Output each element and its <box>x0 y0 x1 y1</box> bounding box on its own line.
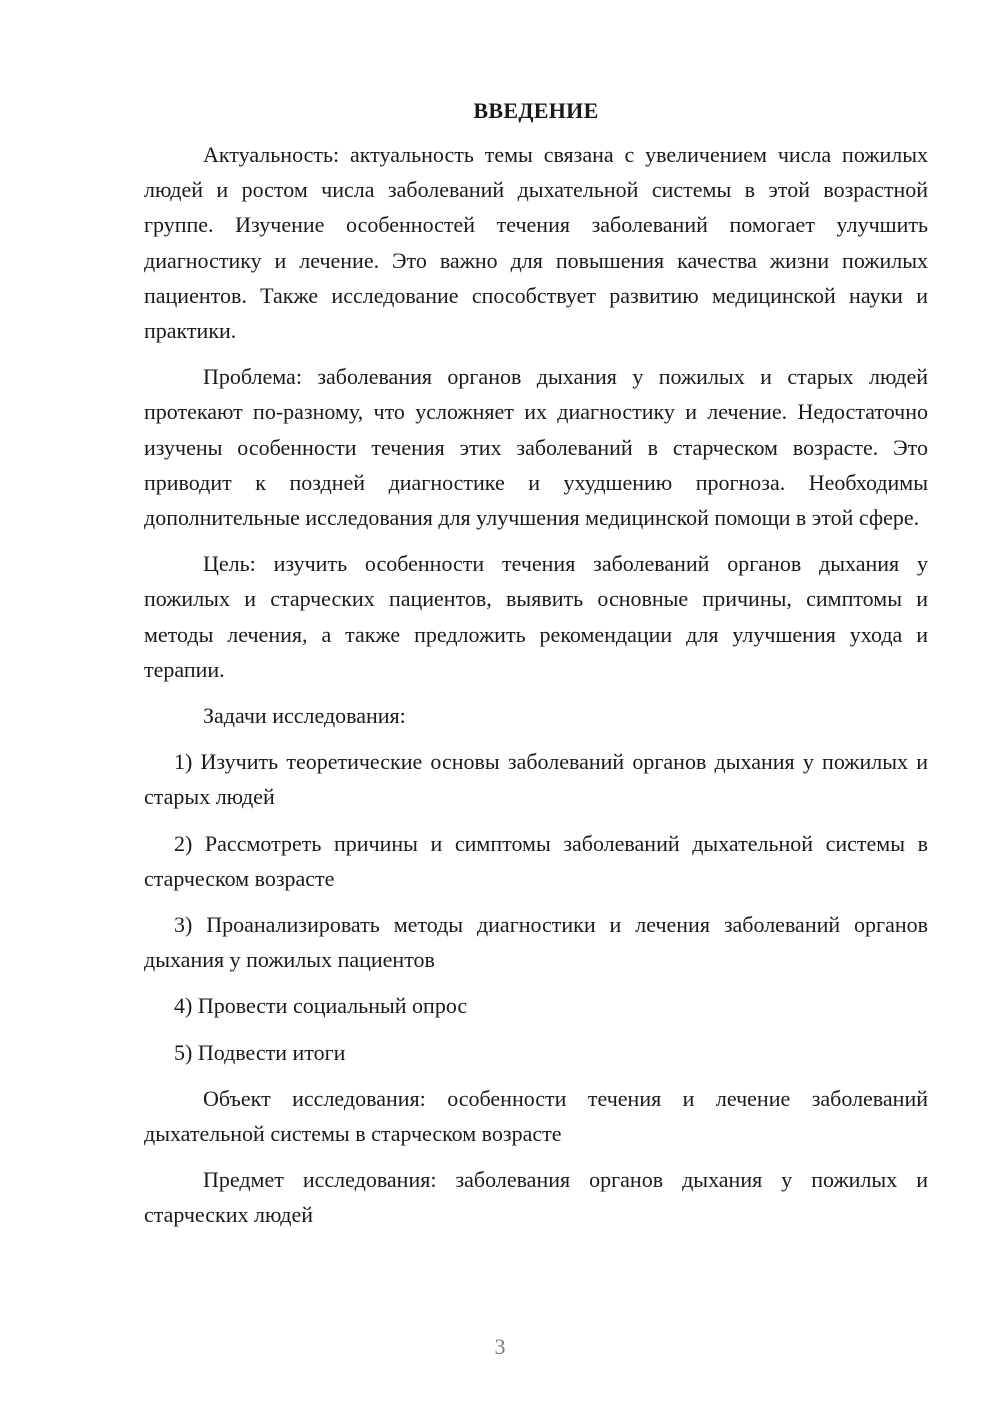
tasks-heading: Задачи исследования: <box>203 703 406 729</box>
section-title: ВВЕДЕНИЕ <box>473 98 599 123</box>
paragraph-relevance: Актуальность: актуальность темы связана с увеличением числа пожилых людей и ростом числа заболеваний дыхательной системы в этой возрастной группе. Изучение особенностей течения заболеваний помогает улучшить диагностику и лечение. Это важно для повышения качества жизни пожилых пациентов. Также исследование способствует развитию медицинской науки и практики. <box>144 142 928 344</box>
page-number: 3 <box>494 1334 506 1359</box>
task-item-2: 2) Рассмотреть причины и симптомы заболеваний дыхательной системы в старческом возрасте <box>144 830 928 891</box>
task-item-1: 1) Изучить теоретические основы заболеваний органов дыхания у пожилых и старых людей <box>144 749 928 810</box>
paragraph-subject: Предмет исследования: заболевания органов дыхания у пожилых и старческих людей <box>144 1167 928 1228</box>
task-item-4: 4) Провести социальный опрос <box>174 993 468 1019</box>
task-item-3: 3) Проанализировать методы диагностики и лечения заболеваний органов дыхания у пожилых пациентов <box>144 912 928 973</box>
document-body <box>144 93 928 1244</box>
task-item-5: 5) Подвести итоги <box>174 1039 346 1065</box>
paragraph-goal: Цель: изучить особенности течения заболеваний органов дыхания у пожилых и старческих пациентов, выявить основные причины, симптомы и методы лечения, а также предложить рекомендации для улучшения ухода и терапии. <box>144 551 928 682</box>
paragraph-object: Объект исследования: особенности течения и лечение заболеваний дыхательной системы в старческом возрасте <box>144 1085 928 1147</box>
paragraph-problem: Проблема: заболевания органов дыхания у пожилых и старых людей протекают по-разному, что усложняет их диагностику и лечение. Недостаточно изучены особенности течения этих заболеваний в старческом возрасте. Это приводит к поздней диагностике и ухудшению прогноза. Необходимы дополнительные исследования для улучшения медицинской помощи в этой сфере. <box>144 364 928 531</box>
